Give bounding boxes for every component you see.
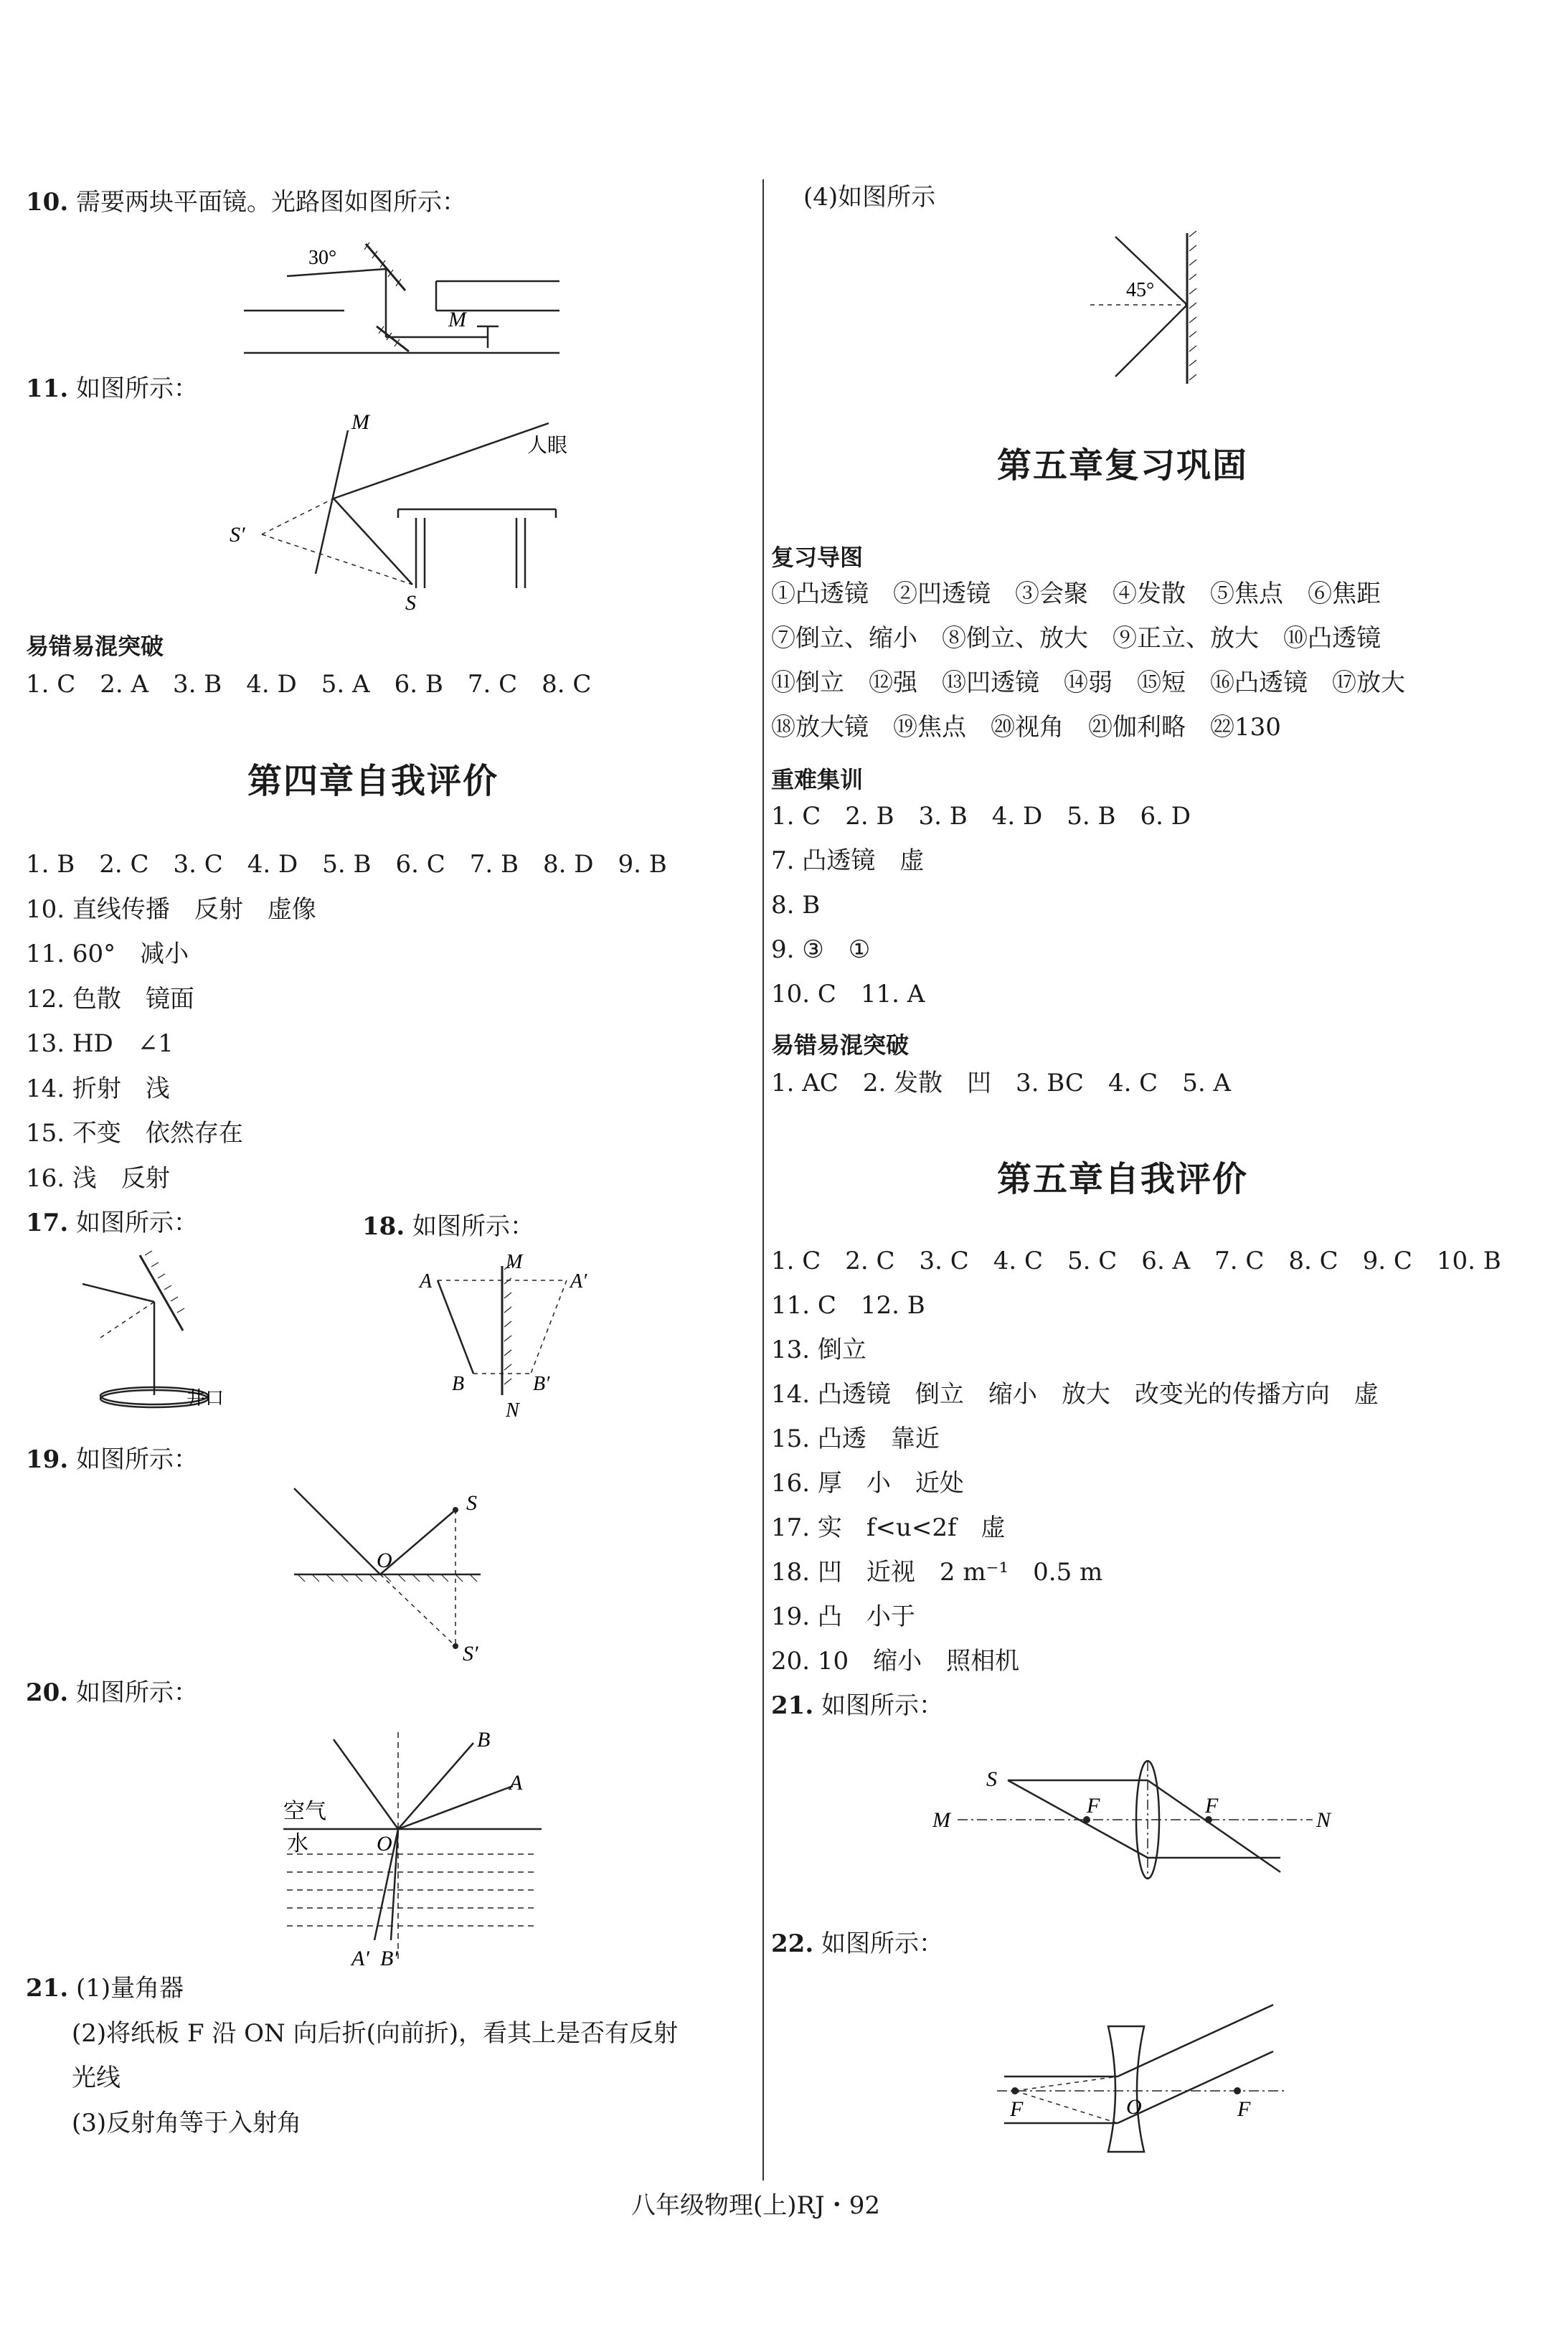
ch5-line-4: 14. 凸透镜 倒立 缩小 放大 改变光的传播方向 虚	[771, 1380, 1379, 1409]
svg-text:A: A	[420, 1270, 433, 1293]
svg-text:M: M	[448, 308, 466, 331]
column-divider	[762, 179, 764, 2181]
svg-text:M: M	[506, 1251, 523, 1273]
q21-line-2: (2)将纸板 F 沿 ON 向后折(向前折)，看其上是否有反射	[72, 2019, 679, 2048]
svg-text:B: B	[452, 1373, 465, 1395]
zhongnan-line-1: 1. C 2. B 3. B 4. D 5. B 6. D	[771, 802, 1191, 831]
svg-text:B′: B′	[380, 1947, 398, 1970]
zhongnan-line-2: 7. 凸透镜 虚	[771, 846, 925, 875]
svg-text:30°: 30°	[308, 247, 337, 269]
svg-text:水: 水	[287, 1832, 308, 1856]
svg-text:S: S	[405, 591, 416, 615]
q21-line-3: 光线	[72, 2064, 121, 2092]
ch4-line-3: 11. 60° 减小	[26, 940, 189, 968]
ch5-line-2: 11. C 12. B	[771, 1291, 925, 1320]
svg-text:F: F	[1010, 2097, 1024, 2121]
right-yicuo-title: 易错易混突破	[771, 1031, 910, 1059]
right-q22-figure	[990, 1998, 1291, 2155]
q17-text: 17. 如图所示：	[26, 1209, 198, 1237]
svg-text:N: N	[1316, 1808, 1331, 1832]
ch5-line-6: 16. 厚 小 近处	[771, 1469, 964, 1498]
zhongnan-title: 重难集训	[771, 766, 864, 793]
ch4-line-4: 12. 色散 镜面	[26, 985, 194, 1014]
zhongnan-line-4: 9. ③ ①	[771, 935, 871, 964]
ch5-line-3: 13. 倒立	[771, 1336, 866, 1364]
ch4-line-2: 10. 直线传播 反射 虚像	[26, 895, 316, 924]
ch5-eval-title: 第五章自我评价	[997, 1159, 1249, 1199]
q19-figure	[287, 1478, 502, 1671]
svg-text:S′: S′	[463, 1642, 478, 1666]
ch5-line-1: 1. C 2. C 3. C 4. C 5. C 6. A 7. C 8. C 9. C 10. B	[771, 1247, 1501, 1275]
ch5-line-10: 20. 10 缩小 照相机	[771, 1647, 1020, 1676]
q19-text: 19. 如图所示：	[26, 1445, 198, 1474]
q11-text: 11. 如图所示：	[26, 374, 198, 403]
svg-text:S′: S′	[230, 523, 245, 547]
q10-text: 10. 需要两块平面镜。光路图如图所示：	[26, 188, 466, 217]
zhongnan-line-3: 8. B	[771, 891, 821, 920]
svg-text:F: F	[1237, 2097, 1251, 2121]
q20-text: 20. 如图所示：	[26, 1678, 198, 1707]
svg-text:S: S	[466, 1491, 477, 1515]
q20-figure	[280, 1718, 545, 1976]
svg-text:45°: 45°	[1126, 279, 1155, 301]
ch5-line-7: 17. 实 f<u<2f 虚	[771, 1513, 1006, 1542]
svg-text:M: M	[932, 1808, 950, 1832]
right-q4-figure	[1087, 222, 1230, 394]
review-map-line-1: ①凸透镜 ②凹透镜 ③会聚 ④发散 ⑤焦点 ⑥焦距	[771, 580, 1381, 608]
right-yicuo-answers: 1. AC 2. 发散 凹 3. BC 4. C 5. A	[771, 1069, 1232, 1097]
q10-figure	[244, 237, 567, 359]
svg-text:B: B	[477, 1728, 491, 1752]
svg-text:A′: A′	[570, 1270, 587, 1293]
left-yicuo-title: 易错易混突破	[26, 633, 164, 660]
review-map-title: 复习导图	[771, 544, 864, 571]
q11-figure	[230, 409, 574, 617]
ch4-line-1: 1. B 2. C 3. C 4. D 5. B 6. C 7. B 8. D 9. B	[26, 850, 667, 879]
right-q21-figure	[925, 1750, 1341, 1894]
svg-text:S: S	[986, 1767, 997, 1791]
q18-text: 18. 如图所示：	[362, 1212, 534, 1241]
svg-text:B′: B′	[533, 1373, 550, 1395]
svg-text:空气: 空气	[283, 1800, 326, 1823]
page-footer: 八年级物理(上)RJ・92	[631, 2191, 881, 2220]
q18-figure	[412, 1248, 606, 1420]
svg-text:O: O	[1126, 2095, 1142, 2119]
review-map-line-4: ⑱放大镜 ⑲焦点 ⑳视角 ㉑伽利略 ㉒130	[771, 713, 1281, 742]
right-q21-text: 21. 如图所示：	[771, 1691, 943, 1720]
right-q4-text: (4)如图所示	[803, 183, 936, 212]
svg-text:F: F	[1087, 1794, 1100, 1818]
svg-text:M: M	[351, 410, 369, 434]
svg-text:F: F	[1205, 1794, 1219, 1818]
svg-text:A: A	[509, 1771, 523, 1795]
ch4-title: 第四章自我评价	[247, 761, 499, 801]
svg-text:O: O	[377, 1832, 392, 1856]
ch4-line-6: 14. 折射 浅	[26, 1074, 170, 1103]
ch5-review-title: 第五章复习巩固	[997, 445, 1249, 486]
svg-text:人眼: 人眼	[527, 435, 568, 457]
svg-text:O: O	[377, 1549, 392, 1572]
ch5-line-5: 15. 凸透 靠近	[771, 1425, 940, 1453]
zhongnan-line-5: 10. C 11. A	[771, 980, 925, 1008]
right-q22-text: 22. 如图所示：	[771, 1929, 943, 1958]
q21-line-1: 21. (1)量角器	[26, 1974, 184, 2003]
ch5-line-8: 18. 凹 近视 2 m⁻¹ 0.5 m	[771, 1558, 1103, 1587]
left-yicuo-answers: 1. C 2. A 3. B 4. D 5. A 6. B 7. C 8. C	[26, 670, 592, 699]
ch4-line-7: 15. 不变 依然存在	[26, 1119, 243, 1148]
svg-text:N: N	[506, 1399, 519, 1420]
q17-figure	[79, 1248, 265, 1420]
ch4-line-8: 16. 浅 反射	[26, 1164, 170, 1193]
svg-text:A′: A′	[351, 1947, 369, 1970]
svg-text:井口: 井口	[186, 1388, 225, 1409]
review-map-line-3: ⑪倒立 ⑫强 ⑬凹透镜 ⑭弱 ⑮短 ⑯凸透镜 ⑰放大	[771, 668, 1405, 697]
ch5-line-9: 19. 凸 小于	[771, 1602, 915, 1631]
ch4-line-5: 13. HD ∠1	[26, 1029, 174, 1058]
review-map-line-2: ⑦倒立、缩小 ⑧倒立、放大 ⑨正立、放大 ⑩凸透镜	[771, 624, 1381, 653]
q21-line-4: (3)反射角等于入射角	[72, 2109, 302, 2137]
